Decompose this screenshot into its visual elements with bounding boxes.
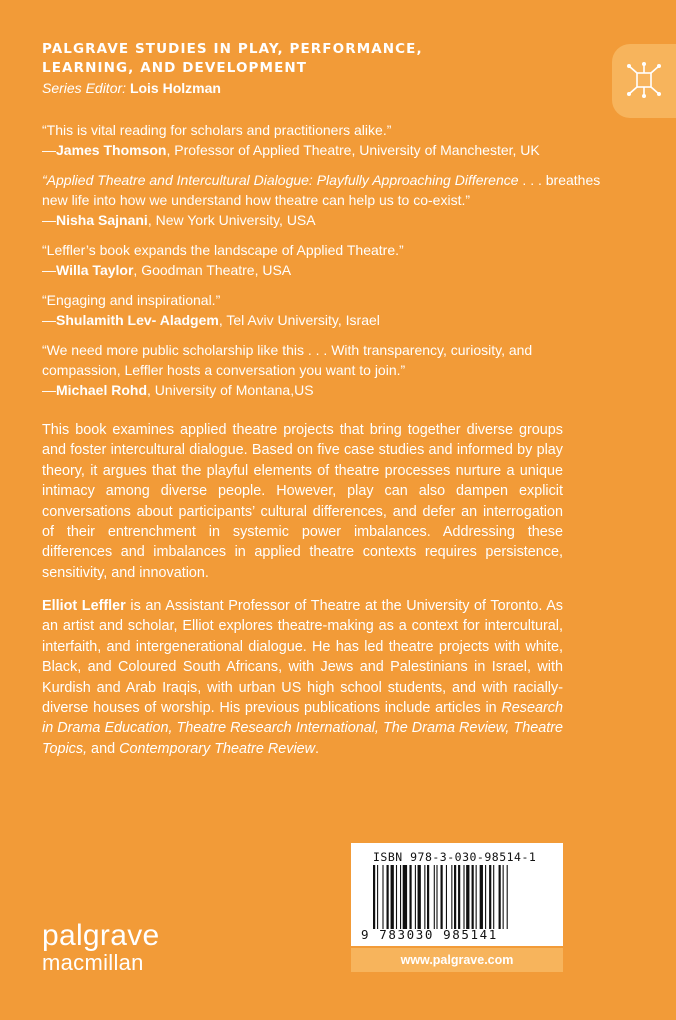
barcode-digits: 9 783030 985141 xyxy=(361,927,498,942)
quote-attribution: —James Thomson, Professor of Applied Theatre, University of Manchester, UK xyxy=(42,142,540,158)
series-editor xyxy=(42,79,562,97)
endorsement-1 xyxy=(42,120,602,160)
quote-attribution: —Shulamith Lev- Aladgem, Tel Aviv University, Israel xyxy=(42,312,380,328)
quote-author: Shulamith Lev- Aladgem xyxy=(56,312,219,328)
palgrave-logo-badge xyxy=(612,44,676,118)
quote-text: “We need more public scholarship like this . . . With transparency, curiosity, and compassion, Leffler hosts a conversation you want to join.” xyxy=(42,342,533,378)
quote-author: Michael Rohd xyxy=(56,382,148,398)
series-title-line-1: PALGRAVE STUDIES IN PLAY, PERFORMANCE, xyxy=(42,41,423,57)
quote-author: James Thomson xyxy=(56,142,167,158)
quote-text: “Applied Theatre and Intercultural Dialogue: Playfully Approaching Difference . . . breathes new life into how we understand how theatre can help us to co-exist.” xyxy=(42,172,601,208)
quote-text: “Leffler’s book expands the landscape of Applied Theatre.” xyxy=(42,242,404,258)
isbn-barcode xyxy=(351,843,563,946)
endorsement-5 xyxy=(42,340,602,400)
publisher-website: www.palgrave.com xyxy=(351,948,563,972)
quote-text: “This is vital reading for scholars and practitioners alike.” xyxy=(42,122,392,138)
quote-attribution: —Nisha Sajnani, New York University, USA xyxy=(42,212,316,228)
endorsement-4 xyxy=(42,290,602,330)
author-name: Elliot Leffler xyxy=(42,598,126,614)
series-title-line-2: LEARNING, AND DEVELOPMENT xyxy=(42,60,308,76)
quote-text: “Engaging and inspirational.” xyxy=(42,292,221,308)
series-editor-name: Lois Holzman xyxy=(129,80,221,96)
endorsement-2 xyxy=(42,170,602,230)
series-editor-label: Series Editor: xyxy=(42,80,127,96)
endorsement-3 xyxy=(42,240,602,280)
quote-attribution: —Michael Rohd, University of Montana,US xyxy=(42,382,314,398)
publisher-name-line-2: macmillan xyxy=(42,950,144,975)
isbn-label: ISBN 978-3-030-98514-1 xyxy=(373,850,537,864)
endorsements xyxy=(42,120,602,410)
quote-author: Nisha Sajnani xyxy=(56,212,148,228)
publisher-name-line-1: palgrave xyxy=(42,919,160,952)
quote-author: Willa Taylor xyxy=(56,262,134,278)
series-header xyxy=(42,40,562,97)
book-description: This book examines applied theatre projects that bring together diverse groups and foster intercultural dialogue. Based on five case studies and informed by play theory, it argues that the playful elements of theatre processes nurture a unique intimacy among diverse people. However, play can also dampen explicit conversations about participants’ cultural differences, and defer an interrogation of their entrenchment in systemic power imbalances. Addressing these differences and imbalances in applied theatre contexts requires persistence, sensitivity, and innovation. xyxy=(42,422,563,581)
author-bio: Elliot Leffler is an Assistant Professor of Theatre at the University of Toronto. As an artist and scholar, Elliot explores theatre-making as a context for intercultural, interfaith, and intergenerational dialogue. He has led theatre projects with white, Black, and Coloured South Africans, with Jews and Palestinians in Israel, with Kurdish and Arab Iraqis, with urban US high school students, and with racially-diverse houses of worship. His previous publications include articles in Research in Drama Education, Theatre Research International, The Drama Review, Theatre Topics, and Contemporary Theatre Review. xyxy=(42,598,563,757)
quote-attribution: —Willa Taylor, Goodman Theatre, USA xyxy=(42,262,292,278)
palgrave-macmillan-logo xyxy=(42,919,160,976)
barcode-bars xyxy=(373,865,541,929)
